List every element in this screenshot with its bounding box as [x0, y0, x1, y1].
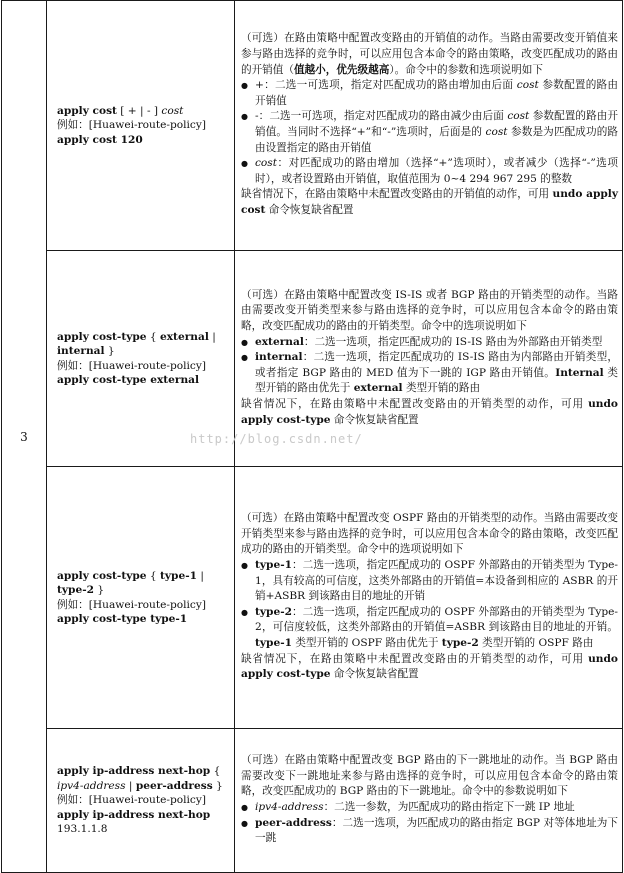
command-cell	[47, 467, 235, 729]
example-label: 例如：[Huawei-route-policy]	[57, 359, 206, 372]
step-number-cell	[2, 1, 47, 873]
list-item: ● internal：二选一选项，指定匹配成功的 IS-IS 路由为内部路由开销类型，或者指定 BGP 路由的 MED 值为下一跳的 IGP 路由开销值。Internal 类型开销的路由优先于 external 类型开销的路由	[241, 350, 618, 397]
table-row	[2, 729, 623, 873]
example-command: apply cost 120	[57, 133, 143, 146]
description-cell	[235, 467, 623, 729]
command-cell	[47, 729, 235, 873]
example-label: 例如：[Huawei-route-policy]	[57, 119, 206, 132]
example-label: 例如：[Huawei-route-policy]	[57, 598, 206, 611]
list-item: ● ipv4-address：二选一参数，为匹配成功的路由指定下一跳 IP 地址	[241, 800, 618, 816]
table-row	[2, 1, 623, 251]
command-cell	[47, 1, 235, 251]
watermark: http://blog.csdn.net/	[190, 432, 363, 446]
command-syntax: apply ip-address next-hop { ipv4-address | peer-address }	[57, 765, 223, 792]
description-intro: （可选）在路由策略中配置改变 BGP 路由的下一跳地址的动作。当 BGP 路由需要改变下一跳地址来参与路由选择的竞争时，可以应用包含本命令的路由策略，改变匹配成功的 BGP 路由的下一跳地址。命令中的参数说明如下	[241, 754, 618, 798]
list-item: ● +：二选一可选项，指定对匹配成功的路由增加由后面 cost 参数配置的路由开销值	[241, 78, 618, 109]
example-label: 例如：[Huawei-route-policy]	[57, 794, 206, 807]
table-row	[2, 251, 623, 467]
option-list	[241, 800, 618, 847]
example-command: apply cost-type type-1	[57, 613, 188, 625]
description-intro: （可选）在路由策略中配置改变 OSPF 路由的开销类型的动作。当路由需要改变开销类型来参与路由选择的竞争时，可以应用包含本命令的路由策略，改变匹配成功的路由的开销类型。命令中的选项说明如下	[241, 512, 618, 556]
example-command: apply ip-address next-hop	[57, 808, 211, 821]
command-option: [ + | - ]	[116, 104, 162, 117]
option-list	[241, 78, 618, 187]
list-item: ● external：二选一选项，指定匹配成功的 IS-IS 路由为外部路由开销类型	[241, 335, 618, 351]
table-row	[2, 467, 623, 729]
description-cell	[235, 729, 623, 873]
list-item: ● cost：对匹配成功的路由增加（选择“+”选项时），或者减少（选择“-”选项时），或者设置路由开销值，取值范围为 0~4 294 967 295 的整数	[241, 156, 618, 187]
command-param: cost	[161, 104, 184, 117]
default-note: 缺省情况下，在路由策略中未配置改变路由的开销类型的动作，可用 undo apply cost-type 命令恢复缺省配置	[241, 397, 618, 426]
example-command: apply cost-type external	[57, 374, 200, 386]
list-item: ● -：二选一可选项，指定对匹配成功的路由减少由后面 cost 参数配置的路由开销值。当同时不选择“+”和“-”选项时，后面是的 cost 参数是为匹配成功的路由设置指定的路由开销值	[241, 109, 618, 156]
step-number: 3	[20, 429, 28, 444]
command-keyword: apply cost	[57, 104, 117, 117]
command-syntax: apply cost-type { external | internal }	[57, 330, 216, 357]
description-intro: （可选）在路由策略中配置改变 IS-IS 或者 BGP 路由的开销类型的动作。当路由需要改变开销类型来参与路由选择的竞争时，可以应用包含本命令的路由策略，改变匹配成功的路由的开销类型。命令中的选项说明如下	[241, 288, 618, 333]
default-note: 缺省情况下，在路由策略中未配置改变路由的开销类型的动作，可用 undo apply cost-type 命令恢复缺省配置	[241, 652, 618, 681]
description-cell	[235, 1, 623, 251]
description-cell	[235, 251, 623, 467]
list-item: ● type-1：二选一选项，指定匹配成功的 OSPF 外部路由的开销类型为 Type-1，具有较高的可信度，这类外部路由的开销值=本设备到相应的 ASBR 的开销+ASBR 到该路由目的地址的开销	[241, 558, 618, 605]
command-cell	[47, 251, 235, 467]
description-intro: （可选）在路由策略中配置改变路由的开销值的动作。当路由需要改变开销值来参与路由选择的竞争时，可以应用包含本命令的路由策略，改变匹配成功的路由的开销值（值越小，优先级越高）。命令中的参数和选项说明如下	[241, 32, 618, 76]
example-address: 193.1.1.8	[57, 823, 108, 836]
option-list	[241, 335, 618, 397]
command-table	[1, 0, 623, 873]
command-syntax: apply cost-type { type-1 | type-2 }	[57, 569, 204, 596]
list-item: ● type-2：二选一选项，指定匹配成功的 OSPF 外部路由的开销类型为 Type-2，可信度较低，这类外部路由的开销值=ASBR 到该路由目的地址的开销。type-1 类型开销的 OSPF 路由优先于 type-2 类型开销的 OSPF 路由	[241, 605, 618, 652]
command-syntax	[57, 104, 228, 119]
option-list	[241, 558, 618, 652]
default-note: 缺省情况下，在路由策略中未配置改变路由的开销值的动作，可用 undo apply cost 命令恢复缺省配置	[241, 188, 618, 216]
list-item: ● peer-address：二选一选项，为匹配成功的路由指定 BGP 对等体地址为下一跳	[241, 816, 618, 847]
